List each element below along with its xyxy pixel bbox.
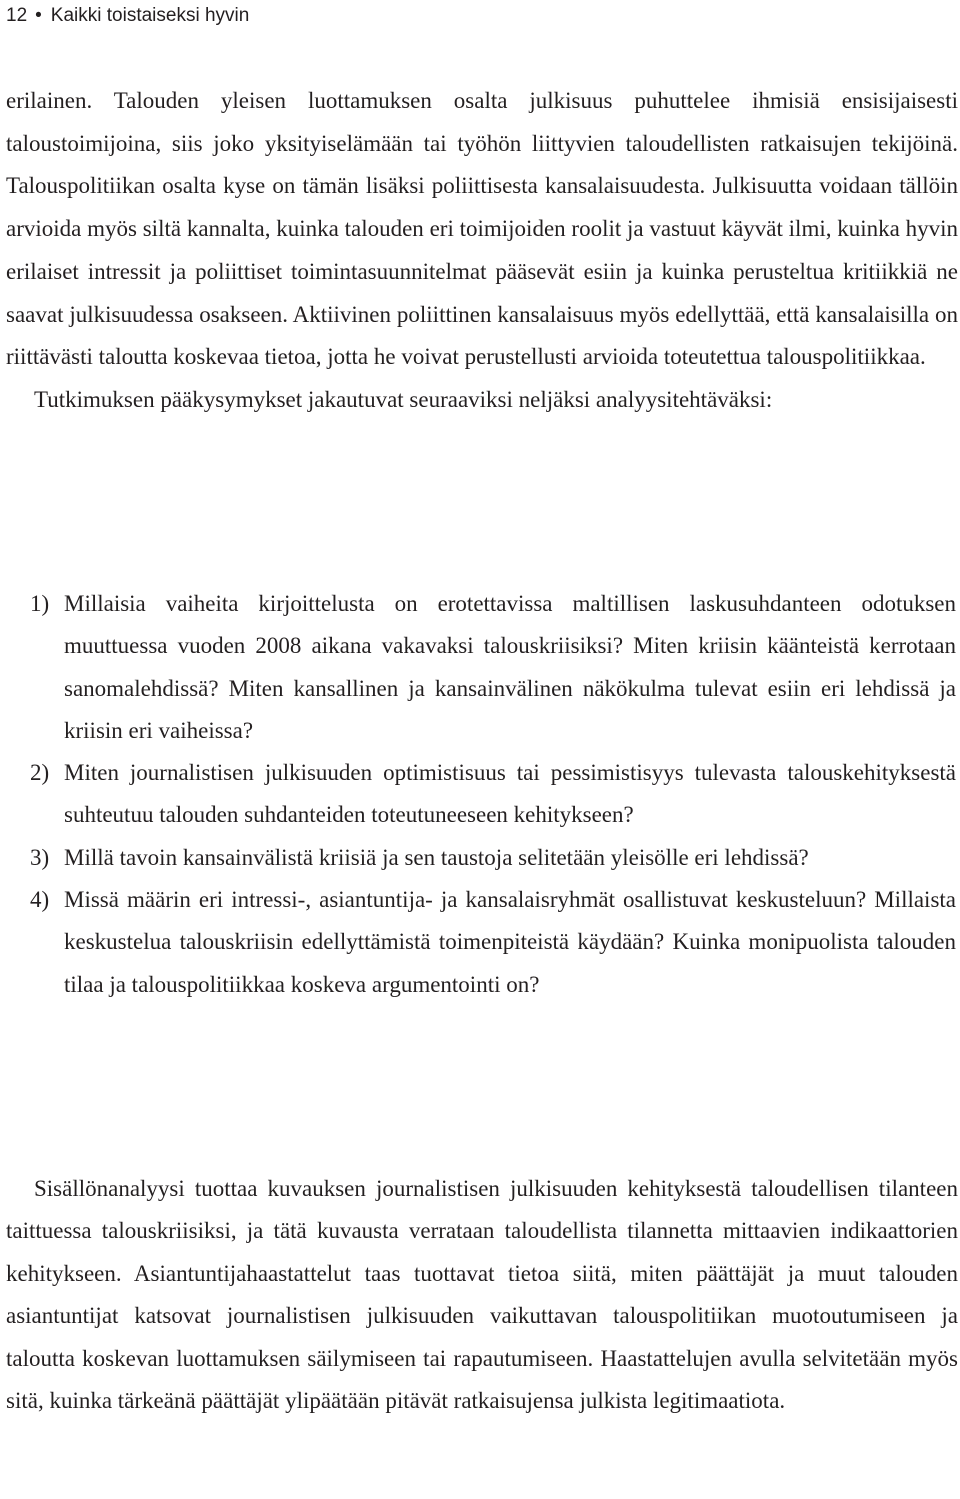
research-questions-list — [6, 583, 958, 1006]
running-header — [6, 3, 249, 29]
paragraph-1 — [6, 80, 958, 422]
list-item-number: 3) — [30, 844, 50, 870]
list-item — [6, 837, 958, 879]
running-title: Kaikki toistaiseksi hyvin — [50, 5, 250, 26]
list-item-number: 1) — [30, 591, 50, 616]
list-item-text: Millaisia vaiheita kirjoittelusta on erotettavissa maltillisen laskusuhdanteen odotuksen muuttuessa vuoden 2008 aikana vakavaksi talouskriisiksi? Miten kriisin käänteistä kerrotaan sanomalehdissä? Miten kansallinen ja kansainvälinen näkökulma tulevat esiin eri lehdissä ja kriisin eri vaiheissa? — [64, 591, 956, 743]
list-item-number: 4) — [30, 887, 50, 913]
list-item — [6, 752, 958, 837]
list-item-text: Millä tavoin kansainvälistä kriisiä ja sen taustoja selitetään yleisölle eri lehdissä? — [64, 844, 809, 870]
list-item — [6, 583, 958, 752]
page-number: 12 — [6, 5, 28, 26]
header-bullet: • — [35, 5, 42, 26]
list-item — [6, 879, 958, 1006]
paragraph-1-main: erilainen. Talouden yleisen luottamuksen osalta julkisuus puhuttelee ihmisiä ensisijaisesti taloustoimijoina, siis joko yksityiselämään tai työhön liittyvien taloudellisten ratkaisujen tekijöinä. Talouspolitiikan osalta kyse on tämän lisäksi poliittisesta kansalaisuudesta. Julkisuutta voidaan tällöin arvioida myös siltä kannalta, kuinka talouden eri toimijoiden roolit ja vastuut käyvät ilmi, kuinka hyvin erilaiset intressit ja poliittiset toimintasuunnitelmat pääsevät esiin ja kuinka perusteltua kritiikkiä ne saavat julkisuudessa osakseen. Aktiivinen poliittinen kansalaisuus myös edellyttää, että kansalaisilla on riittävästi taloutta koskevaa tietoa, jotta he voivat perustellusti arvioida toteutettua talouspolitiikkaa. — [6, 88, 958, 370]
paragraph-3: Sisällönanalyysi tuottaa kuvauksen journalistisen julkisuuden kehityksestä taloudellisen tilanteen taittuessa talouskriisiksi, ja tätä kuvausta verrataan taloudellista tilannetta mittaavien indikaattorien kehitykseen. Asiantuntijahaastattelut taas tuottavat tietoa siitä, miten päättäjät ja muut talouden asiantuntijat katsovat journalistisen julkisuuden vaikuttavan talouspolitiikan muotoutumiseen ja taloutta koskevan luottamuksen säilymiseen tai rapautumiseen. Haastattelujen avulla selvitetään myös sitä, kuinka tärkeänä päättäjät ylipäätään pitävät ratkaisujensa julkista legitimaatiota. — [6, 1176, 958, 1414]
paragraph-1-continuation: Tutkimuksen pääkysymykset jakautuvat seuraaviksi neljäksi analyysitehtäväksi: — [34, 386, 773, 412]
list-item-number: 2) — [30, 760, 50, 786]
list-item-text: Missä määrin eri intressi-, asiantuntija- ja kansalaisryhmät osallistuvat keskusteluun? Millaista keskustelua talouskriisin edellyttämistä toimenpiteistä käydään? Kuinka monipuolista talouden tilaa ja talouspolitiikkaa koskeva argumentointi on? — [64, 887, 956, 997]
list-item-text: Miten journalistisen julkisuuden optimistisuus tai pessimistisyys tulevasta talouskehityksestä suhteutuu talouden suhdanteiden toteutuneeseen kehitykseen? — [64, 760, 956, 828]
